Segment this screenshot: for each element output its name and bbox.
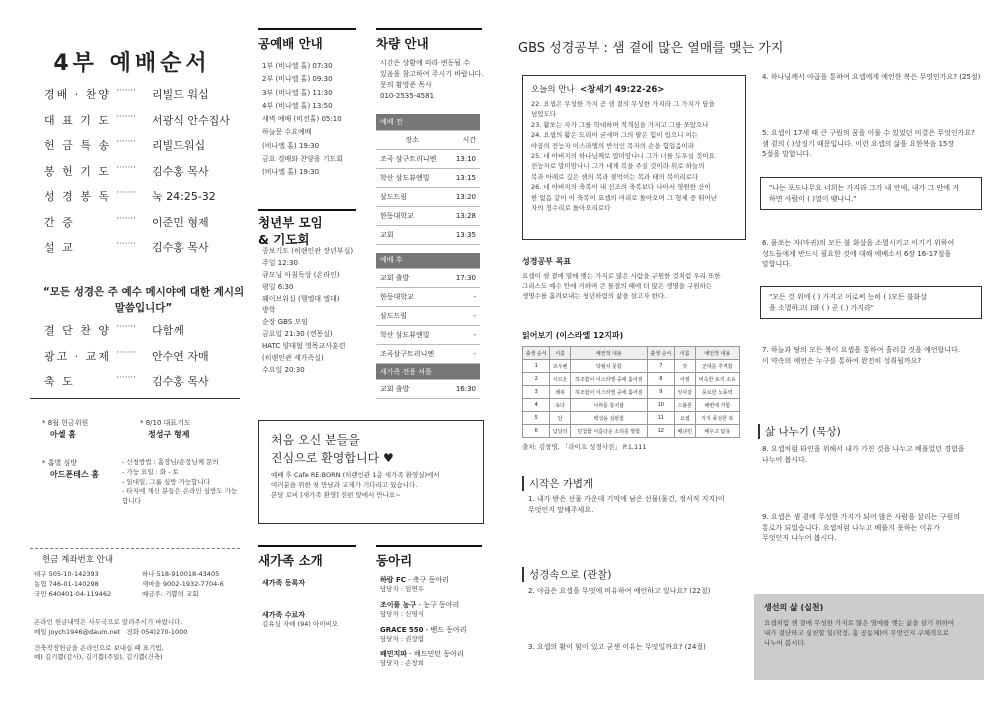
vehicle-after-label: 예배 후 [376, 253, 480, 269]
club-desc: - 밴드 동아리 [423, 625, 467, 634]
order-dots: ······· [116, 213, 137, 224]
vehicle-place: 교회 출발 [376, 269, 448, 288]
vehicle-row [376, 345, 480, 364]
vehicle-place: 삼도드림 [376, 307, 448, 326]
tribes-row [523, 425, 740, 438]
tribes-cell: 6 [523, 425, 550, 438]
tribes-header: 출생 순서 [523, 347, 550, 360]
youth-line: 순장 GBS 모임 [262, 318, 309, 327]
vehicle-row [376, 187, 480, 206]
order-leader: 서광식 안수집사 [152, 113, 230, 127]
tribes-cell: 아셀 [675, 373, 696, 386]
tribes-cell: 2 [523, 373, 550, 386]
question-6-quote [760, 286, 982, 319]
tribes-cell: 10 [647, 399, 674, 412]
account-building-2: 예) 김기쁨(감사), 김기쁨(주일), 김기쁨(건축) [34, 653, 163, 662]
account-bank: 새마을 9002-1932-7704-6 [142, 579, 224, 588]
tribes-cell: 잇사갈 [675, 386, 696, 399]
order-leader: 이준민 형제 [152, 215, 209, 229]
tribes-table [522, 346, 740, 438]
tribes-cell: 배우고 탐욕 [695, 425, 739, 438]
question-line: 이 약속의 예언은 누구를 통하여 완전히 성취될까요? [762, 356, 922, 365]
tribes-cell: 레위 [550, 386, 571, 399]
tribes-cell: 4 [523, 399, 550, 412]
welcome-box [258, 420, 484, 524]
club-lead: 담당자 : 손창희 [380, 659, 424, 668]
tribes-cell: 가지 풍성한 복 [695, 412, 739, 425]
worship-line: 새벽 예배 (비전홀) 05:10 [262, 115, 342, 124]
tribes-cell: 7 [647, 360, 674, 373]
vehicle-line: 시간은 상황에 따라 변동될 수 [380, 59, 471, 67]
manna-verses [531, 99, 737, 213]
goal-body [522, 272, 752, 301]
question-line: 8. 요셉처럼 타인을 위해서 내가 가진 것을 나누고 베풀었던 경험을 [762, 445, 965, 453]
practice-line: 요셉처럼 샘 곁에 무성한 가지로 많은 열매를 맺는 삶을 살기 위하여 [764, 619, 955, 627]
welcome-line: 여러분을 위한 첫 만남과 교제가 기다리고 있습니다. [271, 480, 418, 489]
order-dots: ······· [116, 111, 137, 122]
tribes-header: 예언적 내용 [695, 347, 739, 360]
question-5-quote [760, 177, 982, 210]
question-9 [762, 512, 984, 544]
youth-line: 큐모닝 아침독상 (온라인) [262, 270, 340, 279]
question-1 [528, 494, 748, 515]
verse-line: 24. 요셉의 활은 도리어 굳세며 그의 팔은 힘이 있으니 이는 [531, 131, 699, 140]
vehicle-line: 있음을 참고하여 주시기 바랍니다. [380, 69, 484, 78]
vehicle-row [376, 326, 480, 345]
tribes-cell: 르우벤 [550, 360, 571, 373]
start-title: 시작은 가볍게 [522, 476, 593, 491]
divider [30, 548, 240, 549]
club-item [380, 625, 484, 645]
club-lead: 담당자 : 임연우 [380, 585, 424, 593]
tribes-cell: 탁월치 못함 [570, 360, 647, 373]
club-name: GRACE 550 [380, 625, 424, 634]
youth-line: HATC 양대협 영목교사훈련 [262, 342, 346, 351]
practice-box [754, 594, 984, 680]
order-dots: ······· [116, 322, 137, 332]
club-item [380, 649, 484, 669]
order-dots: ······· [116, 347, 137, 358]
youth-title: 청년부 모임 [258, 215, 323, 230]
vehicle-time: - [448, 345, 480, 364]
account-bank: 대구 505-10-142393 [34, 570, 99, 578]
vehicle-place: 학산 삼도뷰엔빌 [376, 326, 448, 345]
newfamily-graduated-names: 김유심 자매 (94) 아이비오 [262, 620, 339, 628]
practice-body [764, 619, 974, 648]
vehicle-shuttle-label: 새가족 전용 셔틀 [376, 364, 480, 380]
tribes-header: 출생 순서 [647, 347, 674, 360]
tribes-cell: 단 [550, 412, 571, 425]
tribes-cell: 군대를 추격함 [695, 360, 739, 373]
clubs-title: 동아리 [376, 545, 482, 569]
verse-line: 자의 정수리로 돌아오리로다 [531, 203, 611, 212]
goal-line: 요셉이 샘 곁에 열매 맺는 가지로 많은 사람을 구원한 것처럼 우리 또한 [522, 272, 721, 280]
youth-line: 수요일 20:30 [262, 365, 305, 374]
order-item: 헌 금 특 송 [44, 139, 111, 152]
tribes-cell: 베냐민 [675, 425, 696, 438]
welcome-body [271, 471, 471, 500]
visit-line: - 타지에 계신 분들은 온라인 심방도 가능합니다 [122, 487, 238, 505]
read-source: 출처: 김창영, 「라이프 성경사전」 P.1,111 [522, 443, 647, 451]
order-item: 광고 · 교제 [44, 349, 111, 363]
manna-box [522, 75, 746, 240]
note-visit-label: * 홈별 심방 [42, 459, 77, 467]
welcome-line-1: 처음 오신 분들을 [271, 433, 360, 447]
youth-line: 웨이브워십 (행엘대 엘대) [262, 294, 340, 303]
tribes-cell: 민첩함 아름다운 소리를 발함 [570, 425, 647, 438]
note-prayer-label: * 8/10 대표기도 [140, 419, 191, 427]
col-time: 시간 [448, 130, 480, 149]
order-leader: 김수홍 목사 [152, 164, 209, 178]
worship-list [262, 60, 358, 180]
welcome-line: 본당 로비 [새가족 환영] 전편 앞에서 만나요~ [271, 490, 401, 499]
question-line: 무엇인지 말해주세요. [528, 505, 594, 514]
account-online: 온라인 헌금내역은 사무국으로 알려주시기 바랍니다. [34, 618, 183, 626]
youth-line: 금요일 21:30 (캔몽실) [262, 330, 333, 339]
vehicle-row [376, 269, 480, 288]
order-item: 경배 · 찬양 [44, 88, 111, 101]
question-line: 말합니다. [762, 260, 792, 268]
order-row [44, 348, 244, 364]
note-offering-value: 아셀 홈 [50, 429, 76, 439]
practice-line: 나누어 봅시다. [764, 638, 806, 647]
practice-line: 내가 결단하고 실천할 일(작정, 홈 공동체)이 무엇인지 구체적으로 [764, 628, 949, 637]
newfamily-title: 새가족 소개 [258, 545, 356, 569]
vehicle-time: 13:15 [448, 168, 480, 187]
question-6 [762, 238, 984, 270]
tribes-header: 예언적 내용 [570, 347, 647, 360]
visit-line: - 신청방법 : 홈장님/순장님께 문의 [122, 458, 219, 466]
vehicle-line: 010-2535-4581 [380, 91, 435, 100]
tribes-cell: 11 [647, 412, 674, 425]
worship-line: (비나엘 홀) 19:30 [262, 168, 320, 177]
tribes-cell: 허조함이 이스라엘 중에 흩어짐 [570, 386, 647, 399]
tribes-header: 이름 [550, 347, 571, 360]
question-line: 무엇인지 나누어 봅시다. [762, 534, 837, 542]
order-quote: “모든 성경은 주 예수 메시야에 대한 계시의 말씀입니다” [42, 286, 245, 315]
vehicle-place: 학산 삼도뷰엔빌 [376, 168, 448, 187]
club-item [380, 575, 484, 595]
order-leader: 안수연 자매 [152, 349, 209, 363]
question-line: 샘 곁의 ( )상징기 때문입니다. 이런 요셉의 삶을 요한복음 15장 [762, 139, 955, 148]
question-3: 3. 요셉의 활이 힘이 있고 굳센 이유는 무엇일까요? (24절) [528, 643, 706, 651]
tribes-cell: 풍요한 노동력 [695, 386, 739, 399]
goal-title: 성경공부 목표 [522, 257, 572, 266]
tribes-row [523, 360, 740, 373]
club-name: 조이풀 농구 [380, 600, 417, 609]
welcome-line-2: 진심으로 환영합니다 ♥ [271, 451, 394, 465]
youth-list [262, 246, 358, 377]
newfamily-graduated: 새가족 수료자 [262, 611, 306, 619]
worship-line: 4부 (비나엘 홀) 13:50 [262, 101, 333, 110]
tribes-header: 이름 [675, 347, 696, 360]
account-bank: 농협 746-01-140298 [34, 579, 99, 588]
tribes-cell: 요셉 [675, 412, 696, 425]
read-title: 읽어보기 (이스라엘 12지파) [522, 331, 624, 340]
question-line: 나누어 봅시다. [762, 455, 808, 464]
tribes-row [523, 386, 740, 399]
club-item [380, 600, 484, 620]
youth-title-2: & 기도회 [258, 231, 310, 247]
order-item: 설 교 [44, 241, 75, 254]
account-bank: 예금주: 기쁨의 교회 [142, 589, 199, 598]
vehicle-row [376, 149, 480, 168]
worship-line: 1부 (비나엘 홀) 07:30 [262, 62, 333, 70]
worship-line: 3부 (비나엘 홀) 11:30 [262, 88, 333, 97]
worship-line: (비나엘 홀) 19:30 [262, 141, 320, 150]
question-line: 5. 요셉이 17세 때 큰 구원의 꿈을 이룰 수 있었던 비결은 무엇인가요? [762, 129, 975, 137]
vehicle-row [376, 380, 480, 399]
tribes-cell: 허조함이 이스라엘 중에 흩어짐 [570, 373, 647, 386]
tribes-cell: 1 [523, 360, 550, 373]
verse-line: 23. 활쏘는 자가 그를 학대하며 적개심을 가지고 그를 쏘았으나 [531, 120, 709, 129]
vehicle-row [376, 168, 480, 187]
order-dots: ······· [116, 137, 137, 147]
question-line: 성도들에게 반드시 필요한 것에 대해 에베소서 6장 16-17절을 [762, 249, 952, 258]
club-name: 하람 FC [380, 576, 406, 584]
vehicle-info [380, 58, 484, 101]
vehicle-before-table [376, 114, 480, 245]
tribes-cell: 해변에 거함 [695, 399, 739, 412]
quote-line: 을 소멸하고( )와 ( ) 곧 ( ) 가지라" [769, 303, 875, 312]
account-bank: 국민 640401-04-119462 [34, 589, 112, 598]
club-desc: - 축구 동아리 [405, 576, 449, 584]
tribes-cell: 스불론 [675, 399, 696, 412]
order-row [44, 214, 244, 230]
order-row [44, 137, 244, 153]
youth-line: 주일 12:30 [262, 258, 298, 267]
verse-line: 복과 아래로 깊은 샘의 복과 젖먹이는 복과 태의 복이리로다 [531, 172, 699, 181]
vehicle-time: - [448, 307, 480, 326]
tribes-cell: 비옥한 토지 소유 [695, 373, 739, 386]
vehicle-before-label: 예배 전 [376, 114, 480, 130]
order-leader: 눅 24:25-32 [152, 190, 216, 203]
order-row [44, 112, 244, 128]
vehicle-time: 13:10 [448, 149, 480, 168]
tribes-cell: 갓 [675, 360, 696, 373]
vehicle-time: - [448, 288, 480, 307]
manna-ref: <창세기 49:22-26> [580, 85, 665, 95]
tribes-row [523, 412, 740, 425]
order-item: 성 경 봉 독 [44, 190, 111, 203]
vehicle-row [376, 307, 480, 326]
verse-line: 넘었도다 [531, 110, 557, 119]
club-desc: - 농구 동아리 [416, 600, 460, 609]
tribes-cell: 납달리 [550, 425, 571, 438]
question-line: 7. 하늘과 땅의 모든 복이 요셉을 통하여 흘러갈 것을 예언합니다. [762, 346, 960, 354]
question-8 [762, 444, 984, 465]
order-leader: 리빌드 워십 [152, 88, 209, 101]
question-line: 5절을 말합니다. [762, 150, 812, 158]
goal-line: 그리스도 예수 안에 거하며 큰 물결의 때에 더 많은 생명을 구원하는 [522, 281, 713, 290]
vehicle-place: 교회 [376, 225, 448, 244]
vehicle-time: 13:28 [448, 206, 480, 225]
youth-line: 중보기도 (히랜인관 장년부실) [262, 247, 354, 255]
account-title: 헌금 계좌번호 안내 [42, 555, 114, 565]
order-leader: 김수홍 목사 [152, 375, 209, 388]
tribes-cell: 9 [647, 386, 674, 399]
divider [30, 398, 240, 399]
tribes-row [523, 399, 740, 412]
account-bank: 하나 518-910018-43405 [142, 570, 220, 578]
club-lead: 담당자 : 권장엽 [380, 634, 424, 643]
club-name: 배민지파 [380, 650, 408, 659]
vehicle-place: 조곡 삼구트리니엔 [376, 149, 448, 168]
vehicle-place: 삼도드림 [376, 187, 448, 206]
tribes-cell: 8 [647, 373, 674, 386]
gbs-title: GBS 성경공부 : 샘 곁에 많은 열매를 맺는 가지 [518, 41, 784, 56]
vehicle-place: 한동대학교 [376, 206, 448, 225]
order-item: 축 도 [44, 375, 75, 388]
account-row [34, 590, 244, 600]
share-title: 삶 나누기 (묵상) [758, 424, 841, 439]
verse-line: 야곱의 전능자 이스라엘의 반석인 목자의 손을 힘입음이라 [531, 141, 695, 150]
youth-line: 평일 6:30 [262, 282, 294, 291]
order-row [44, 239, 244, 255]
note-visit-details [122, 458, 242, 507]
col-place: 장소 [376, 130, 448, 149]
tribes-cell: 3 [523, 386, 550, 399]
question-2: 2. 야곱은 요셉을 무엇에 비유하여 예언하고 있나요? (22절) [528, 587, 711, 595]
vehicle-time: 13:20 [448, 187, 480, 206]
goal-line: 생명수를 흘려보내는 청년하림의 삶을 살고자 한다. [522, 291, 667, 300]
vehicle-time: - [448, 326, 480, 345]
order-title: 4부 예배순서 [53, 51, 211, 76]
order-leader: 리빌드워십 [152, 139, 206, 152]
verse-line: 26. 네 아버지의 축복이 내 선조의 축복보다 나아서 영원한 산이 [531, 183, 711, 192]
question-line: 6. 뭍쏘는 자(마귀)의 모든 불 화살을 소멸시키고 이기기 위하여 [762, 239, 955, 247]
tribes-cell: 유다 [550, 399, 571, 412]
worship-line: 금요 경배와 찬양을 기도회 [262, 155, 344, 164]
order-dots: ······· [116, 86, 137, 96]
order-row [44, 163, 244, 179]
club-desc: - 배드민턴 동아리 [407, 650, 464, 659]
order-item: 봉 헌 기 도 [44, 164, 111, 178]
welcome-line: 예배 후 Cafe RE:BORN (히랜인관 1층 새가족 환영실)에서 [271, 471, 440, 479]
tribes-cell: 나라를 통치함 [570, 399, 647, 412]
account-tel: 전화 054)270-1000 [126, 627, 188, 636]
verse-line: 25. 네 아버지의 하나님께로 말미암나니 그가 너를 도우실 것이요 [531, 151, 715, 160]
order-dots: ······· [116, 188, 137, 198]
quote-line: 하면 사람이 ( )열이 맺나니." [769, 194, 857, 203]
note-visit-value: 아드폰테스 홈 [50, 469, 100, 479]
visit-line: - 일대일, 그룹 심방 가능합니다 [122, 477, 211, 486]
order-row [44, 322, 244, 338]
question-4: 4. 하나님께서 야곱을 통하여 요셉에게 예언한 복은 무엇인가요? (25절) [762, 73, 981, 81]
verse-line: 한 없음 같이 이 축복이 요셉의 머리로 돌아오며 그 형제 중 뛰어난 [531, 193, 717, 202]
order-item: 결 단 찬 양 [44, 324, 111, 337]
order-dots: ······· [116, 373, 137, 383]
order-row [44, 373, 244, 389]
vehicle-title: 차량 안내 [376, 28, 482, 52]
visit-line: - 가능 요일 : 화 - 토 [122, 467, 179, 476]
quote-line: "모든 것 위에 ( ) 가지고 이로써 능히 ( )모든 불화살 [769, 293, 928, 301]
order-leader: 다함께 [152, 324, 184, 337]
vehicle-row [376, 225, 480, 244]
tribes-row [523, 373, 740, 386]
observe-title: 성경속으로 (관찰) [522, 567, 612, 582]
note-offering-label: * 8월 헌금위원 [42, 419, 89, 427]
worship-title: 공예배 안내 [258, 28, 356, 52]
verse-line: 전능자로 말미암나니 그가 네게 복을 주실 것이라 위로 하늘의 [531, 162, 705, 171]
order-dots: ······· [116, 162, 137, 173]
verse-line: 22. 요셉은 무성한 가지 곧 샘 곁의 무성한 가지라 그 가지가 담을 [531, 100, 715, 108]
tribes-cell: 시므온 [550, 373, 571, 386]
note-prayer-value: 정성구 형제 [148, 429, 190, 439]
youth-line: (히랜인관 세가족실) [262, 354, 324, 363]
vehicle-line: 문의 황영준 목사 [380, 80, 432, 89]
worship-line: 하늘문 수요예배 [262, 128, 312, 137]
club-lead: 담당자 : 신영식 [380, 609, 424, 618]
vehicle-time: 16:30 [448, 380, 480, 399]
account-list [34, 570, 244, 599]
account-building-1: 건축작정헌금을 온라인으로 보내실 때 표기법, [34, 643, 164, 652]
question-line: 1. 내가 받은 선물 가운데 기억에 남은 선물(물건, 정서적 지지)이 [528, 495, 725, 503]
tribes-cell: 5 [523, 412, 550, 425]
vehicle-time: 13:35 [448, 225, 480, 244]
youth-line: 방학 [262, 306, 276, 315]
vehicle-row [376, 288, 480, 307]
clubs-list [380, 575, 484, 674]
vehicle-time: 17:30 [448, 269, 480, 288]
vehicle-row [376, 206, 480, 225]
vehicle-place: 한동대학교 [376, 288, 448, 307]
question-5 [762, 128, 984, 160]
account-mail[interactable]: 메일 joych1946@daum.net [34, 627, 121, 636]
manna-label: 오늘의 만나 [531, 85, 575, 95]
question-line: 통로가 되었습니다. 요셉처럼 나누고 베풀지 못하는 이유가 [762, 523, 940, 532]
vehicle-place: 조곡삼구트리니엔 [376, 345, 448, 364]
question-7 [762, 345, 984, 366]
practice-title: 생선의 삶 (실천) [764, 603, 824, 612]
question-line: 9. 요셉은 샘 곁에 무성한 가지가 되어 많은 사람을 살리는 구원의 [762, 513, 960, 521]
order-row [44, 188, 244, 204]
order-item: 대 표 기 도 [44, 113, 111, 127]
worship-line: 2부 (비나엘 홀) 09:30 [262, 75, 333, 84]
account-row [34, 580, 244, 590]
newfamily-registered: 새가족 등록자 [262, 579, 306, 587]
order-item: 간 증 [44, 215, 75, 229]
vehicle-after-table [376, 253, 480, 400]
account-row [34, 570, 244, 580]
tribes-cell: 12 [647, 425, 674, 438]
vehicle-place: 교회 출발 [376, 380, 448, 399]
tribes-cell: 백성을 심판함 [570, 412, 647, 425]
quote-line: "나는 포도나무요 너희는 가지라 그가 내 안에, 내가 그 안에 거 [769, 184, 959, 192]
order-dots: ······· [116, 239, 137, 249]
order-leader: 김수홍 목사 [152, 241, 209, 254]
order-row [44, 86, 244, 102]
